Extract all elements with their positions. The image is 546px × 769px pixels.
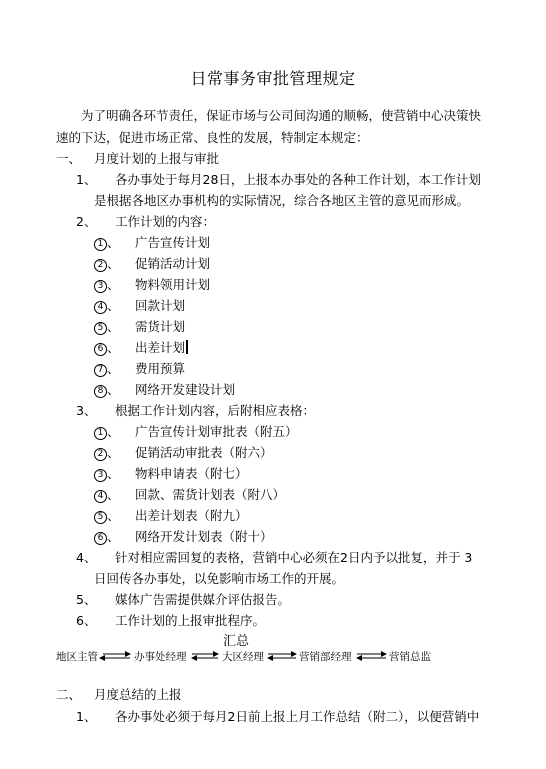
text-cursor xyxy=(186,340,188,354)
flow-node-marketing-director: 营销总监 xyxy=(389,651,431,663)
plan-item-2: 2 、 xyxy=(94,256,120,272)
plan-item-1: 1 、 xyxy=(94,235,120,251)
plan-item-3-text: 物料领用计划 xyxy=(135,277,211,292)
form-item-5-text: 出差计划表（附九） xyxy=(135,508,248,523)
flow-node-office-manager: 办事处经理 xyxy=(134,651,187,663)
arrow-pair-2 xyxy=(192,654,218,658)
item6-text: 工作计划的上报审批程序。 xyxy=(115,613,266,628)
form-item-5: 5 、 xyxy=(94,508,120,524)
item5-number: 5、 xyxy=(76,592,97,607)
plan-item-8: 8 、 xyxy=(94,382,120,398)
circled-number-marker: 4 xyxy=(94,490,107,503)
circled-number-marker: 3 xyxy=(94,469,107,482)
intro-line-2: 速的下达，促进市场正常、良性的发展，特制定本规定： xyxy=(56,130,369,145)
circled-number-marker: 1 xyxy=(94,427,107,440)
plan-item-6-text: 出差计划 xyxy=(135,340,186,355)
circled-number-marker: 6 xyxy=(94,532,107,545)
plan-item-4-text: 回款计划 xyxy=(135,298,186,313)
arrow-pair-3 xyxy=(268,654,296,658)
circled-number-marker: 1 xyxy=(94,238,107,251)
circled-number-marker: 8 xyxy=(94,385,107,398)
form-item-6-text: 网络开发计划表（附十） xyxy=(135,529,273,544)
item4-line-1: 针对相应需回复的表格，营销中心必须在2日内予以批复，并于 3 xyxy=(115,550,473,565)
arrow-pair-4 xyxy=(357,654,386,658)
flow-node-regional-manager: 大区经理 xyxy=(222,651,264,663)
form-item-1: 1 、 xyxy=(94,424,120,440)
plan-item-7: 7 、 xyxy=(94,361,120,377)
form-item-6: 6 、 xyxy=(94,529,120,545)
section2-heading: 月度总结的上报 xyxy=(94,687,182,702)
item2-number: 2、 xyxy=(76,214,97,229)
plan-item-3: 3 、 xyxy=(94,277,120,293)
form-item-1-text: 广告宣传计划审批表（附五） xyxy=(135,424,298,439)
flow-summary-label: 汇总 xyxy=(223,634,250,649)
plan-item-5-text: 需货计划 xyxy=(135,319,186,334)
form-item-3-text: 物料申请表（附七） xyxy=(135,466,248,481)
item1-line-2: 是根据各地区办事机构的实际情况，综合各地区主管的意见而形成。 xyxy=(94,193,470,208)
item3-text: 根据工作计划内容，后附相应表格： xyxy=(115,403,316,418)
item1-number: 1、 xyxy=(76,172,97,187)
item6-number: 6、 xyxy=(76,613,97,628)
plan-item-6: 6 、 xyxy=(94,340,120,356)
circled-number-marker: 4 xyxy=(94,301,107,314)
section1-heading: 月度计划的上报与审批 xyxy=(94,151,220,166)
section2-number: 二、 xyxy=(56,687,82,702)
item3-number: 3、 xyxy=(76,403,97,418)
item4-line-2: 日回传各办事处，以免影响市场工作的开展。 xyxy=(94,571,345,586)
section2-item1-number: 1、 xyxy=(76,709,97,724)
flow-node-area-supervisor: 地区主管 xyxy=(56,651,98,663)
document-title: 日常事务审批管理规定 xyxy=(190,69,356,88)
section1-number: 一、 xyxy=(56,151,82,166)
plan-item-8-text: 网络开发建设计划 xyxy=(135,382,236,397)
flow-node-marketing-manager: 营销部经理 xyxy=(299,651,352,663)
form-item-4-text: 回款、需货计划表（附八） xyxy=(135,487,286,502)
circled-number-marker: 5 xyxy=(94,322,107,335)
plan-item-5: 5 、 xyxy=(94,319,120,335)
form-item-2: 2 、 xyxy=(94,445,120,461)
plan-item-1-text: 广告宣传计划 xyxy=(135,235,211,250)
circled-number-marker: 3 xyxy=(94,280,107,293)
intro-line-1: 为了明确各环节责任，保证市场与公司间沟通的顺畅，使营销中心决策快 xyxy=(81,108,482,123)
form-item-3: 3 、 xyxy=(94,466,120,482)
circled-number-marker: 6 xyxy=(94,343,107,356)
item4-number: 4、 xyxy=(76,550,97,565)
arrow-pair-1 xyxy=(100,654,130,658)
item2-text: 工作计划的内容： xyxy=(115,214,216,229)
form-item-4: 4 、 xyxy=(94,487,120,503)
item1-line-1: 各办事处于每月28日，上报本办事处的各种工作计划，本工作计划 xyxy=(115,172,481,187)
form-item-2-text: 促销活动审批表（附六） xyxy=(135,445,273,460)
plan-item-6-row[interactable] xyxy=(135,340,188,356)
circled-number-marker: 2 xyxy=(94,259,107,272)
circled-number-marker: 5 xyxy=(94,511,107,524)
plan-item-2-text: 促销活动计划 xyxy=(135,256,211,271)
section2-item1-text: 各办事处必须于每月2日前上报上月工作总结（附二），以便营销中 xyxy=(115,709,480,724)
item5-text: 媒体广告需提供媒介评估报告。 xyxy=(115,592,291,607)
circled-number-marker: 2 xyxy=(94,448,107,461)
plan-item-7-text: 费用预算 xyxy=(135,361,186,376)
circled-number-marker: 7 xyxy=(94,364,107,377)
plan-item-4: 4 、 xyxy=(94,298,120,314)
